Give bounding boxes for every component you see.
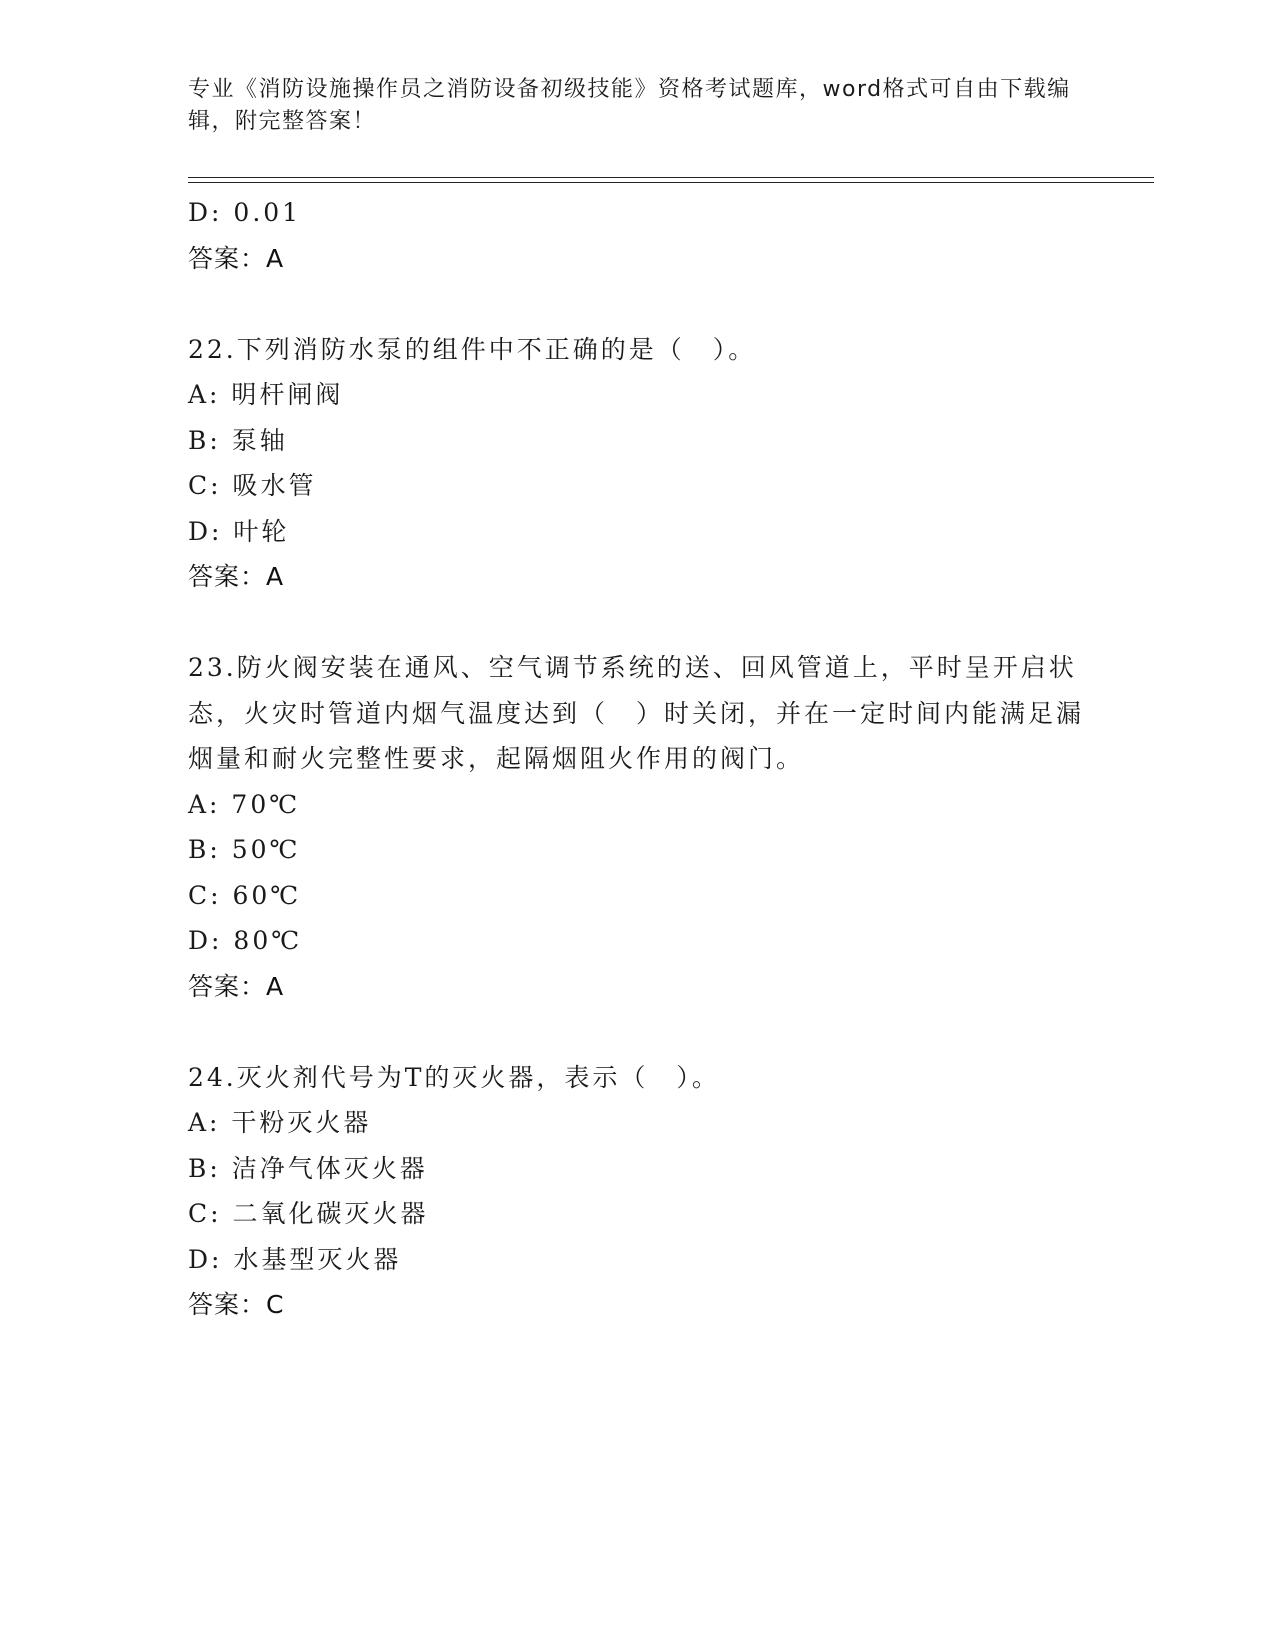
option-d: D: 80℃ xyxy=(188,926,303,955)
question-24 xyxy=(188,1055,1088,1328)
option-d: D: 叶轮 xyxy=(188,516,290,546)
option-a: A: 明杆闸阀 xyxy=(188,380,344,409)
answer: 答案：A xyxy=(188,562,285,591)
answer: 答案：C xyxy=(188,1290,285,1319)
option-d: D: 水基型灭火器 xyxy=(188,1244,402,1274)
answer: 答案：A xyxy=(188,971,285,1001)
option-b: B: 泵轴 xyxy=(188,425,288,455)
question-stem: 23.防火阀安装在通风、空气调节系统的送、回风管道上，平时呈开启状态，火灾时管道内烟气温度达到（ ）时关闭，并在一定时间内能满足漏烟量和耐火完整性要求，起隔烟阻火作用的阀门。 xyxy=(188,653,1085,773)
question-22 xyxy=(188,327,1088,600)
prev-answer: 答案：A xyxy=(188,243,285,273)
question-23 xyxy=(188,645,1088,1009)
option-b: B: 洁净气体灭火器 xyxy=(188,1153,428,1183)
header-rule-bottom xyxy=(188,182,1154,183)
prev-option-d: D: 0.01 xyxy=(188,198,302,227)
option-c: C: 60℃ xyxy=(188,880,302,910)
question-stem: 24.灭火剂代号为T的灭火器，表示（ ）。 xyxy=(188,1062,720,1092)
option-a: A: 70℃ xyxy=(188,789,301,819)
question-list xyxy=(188,190,1088,1328)
option-a: A: 干粉灭火器 xyxy=(188,1108,372,1137)
question-stem: 22.下列消防水泵的组件中不正确的是（ ）。 xyxy=(188,334,757,364)
document-header: 专业《消防设施操作员之消防设备初级技能》资格考试题库，word格式可自由下载编辑，附完整答案！ xyxy=(188,77,1071,134)
option-c: C: 吸水管 xyxy=(188,471,317,500)
option-c: C: 二氧化碳灭火器 xyxy=(188,1199,429,1228)
option-b: B: 50℃ xyxy=(188,835,301,864)
header-rule-top xyxy=(188,177,1154,178)
